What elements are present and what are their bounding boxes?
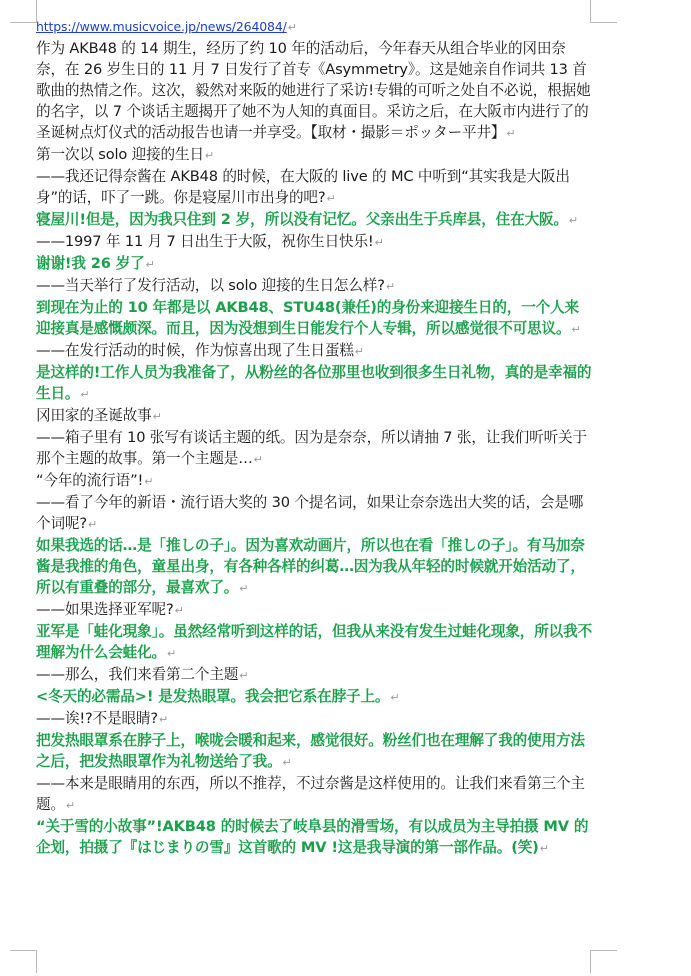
paragraph-mark-icon: ↵ bbox=[152, 410, 162, 423]
paragraph-text: ——那么，我们来看第二个主题 bbox=[36, 666, 239, 683]
paragraph-mark-icon: ↵ bbox=[282, 756, 292, 769]
paragraph-text: 是这样的!工作人员为我准备了，从粉丝的各位那里也收到很多生日礼物，真的是幸福的生日。 bbox=[36, 364, 592, 402]
paragraph-text: 寝屋川!但是，因为我只住到 2 岁，所以没有记忆。父亲出生于兵库县，住在大阪。 bbox=[36, 211, 568, 228]
paragraph-text: ——诶!?不是眼睛? bbox=[36, 710, 158, 727]
paragraph-mark-icon: ↵ bbox=[65, 799, 75, 812]
paragraph-mark-icon: ↵ bbox=[253, 453, 263, 466]
paragraph bbox=[36, 340, 592, 362]
paragraph-text: 第一次以 solo 迎接的生日 bbox=[36, 146, 204, 163]
answer-paragraph bbox=[36, 209, 592, 231]
paragraph-text: 谢谢!我 26 岁了 bbox=[36, 255, 145, 272]
paragraph-mark-icon: ↵ bbox=[174, 604, 184, 617]
paragraph-text: 把发热眼罩系在脖子上，喉咙会暖和起来，感觉很好。粉丝们也在理解了我的使用方法之后，把发热眼罩作为礼物送给了我。 bbox=[36, 732, 585, 770]
paragraph-text: ——如果选择亚军呢? bbox=[36, 601, 174, 618]
paragraph-mark-icon: ↵ bbox=[539, 842, 549, 855]
intro-paragraph bbox=[36, 38, 592, 144]
article-body bbox=[36, 38, 592, 859]
paragraph-text: ——当天举行了发行活动，以 solo 迎接的生日怎么样? bbox=[36, 277, 385, 294]
paragraph bbox=[36, 166, 592, 209]
paragraph bbox=[36, 470, 592, 492]
paragraph-text: “今年的流行语”! bbox=[36, 472, 144, 489]
paragraph bbox=[36, 427, 592, 470]
paragraph-text: 到现在为止的 10 年都是以 AKB48、STU48(兼任)的身份来迎接生日的，一个人来迎接真是感慨颇深。而且，因为没想到生日能发行个人专辑，所以感觉很不可思议。 bbox=[36, 299, 579, 337]
paragraph-text: “关于雪的小故事”!AKB48 的时候去了岐阜县的滑雪场，有以成员为主导拍摄 MV 的企划，拍摄了『はじまりの雪』这首歌的 MV !这是我导演的第一部作品。(笑) bbox=[36, 818, 589, 856]
crop-mark-bottom-right bbox=[590, 950, 617, 973]
paragraph-mark-icon: ↵ bbox=[167, 647, 177, 660]
document-page bbox=[36, 16, 592, 859]
answer-paragraph bbox=[36, 730, 592, 773]
paragraph-mark-icon: ↵ bbox=[571, 323, 581, 336]
paragraph-text: ——看了今年的新语・流行语大奖的 30 个提名词，如果让奈奈选出大奖的话，会是哪个词呢? bbox=[36, 494, 584, 532]
paragraph-mark-icon: ↵ bbox=[287, 21, 297, 34]
paragraph-mark-icon: ↵ bbox=[239, 669, 249, 682]
paragraph-text: ——1997 年 11 月 7 日出生于大阪，祝你生日快乐! bbox=[36, 233, 374, 250]
paragraph-mark-icon: ↵ bbox=[390, 691, 400, 704]
paragraph bbox=[36, 405, 592, 427]
paragraph-text: ——本来是眼睛用的东西，所以不推荐，不过奈酱是这样使用的。让我们来看第三个主题。 bbox=[36, 775, 585, 813]
paragraph-mark-icon: ↵ bbox=[159, 713, 169, 726]
paragraph bbox=[36, 144, 592, 166]
paragraph-mark-icon: ↵ bbox=[354, 345, 364, 358]
source-url-line bbox=[36, 16, 592, 38]
paragraph-text: 如果我选的话…是「推しの子」。因为喜欢动画片，所以也在看「推しの子」。有马加奈酱是我推的角色，童星出身，有各种各样的纠葛…因为我从年轻的时候就开始活动了，所以有重叠的部分，最喜欢了。 bbox=[36, 537, 585, 596]
paragraph bbox=[36, 492, 592, 535]
paragraph-text: 冈田家的圣诞故事 bbox=[36, 407, 152, 424]
answer-paragraph bbox=[36, 816, 592, 859]
paragraph-mark-icon: ↵ bbox=[144, 475, 154, 488]
paragraph bbox=[36, 275, 592, 297]
paragraph-mark-icon: ↵ bbox=[506, 127, 516, 140]
crop-mark-top-right bbox=[590, 0, 617, 23]
paragraph-mark-icon: ↵ bbox=[568, 214, 578, 227]
paragraph-text: ——我还记得奈酱在 AKB48 的时候，在大阪的 live 的 MC 中听到“其实我是大阪出身”的话，吓了一跳。你是寝屋川市出身的吧? bbox=[36, 168, 570, 206]
paragraph bbox=[36, 773, 592, 816]
answer-paragraph bbox=[36, 253, 592, 275]
crop-mark-top-left bbox=[10, 0, 37, 23]
paragraph-text: <冬天的必需品>! 是发热眼罩。我会把它系在脖子上。 bbox=[36, 688, 390, 705]
paragraph bbox=[36, 708, 592, 730]
source-url-link[interactable]: https://www.musicvoice.jp/news/264084/ bbox=[36, 19, 287, 34]
paragraph bbox=[36, 599, 592, 621]
answer-paragraph bbox=[36, 686, 592, 708]
paragraph-text: 亚军是「蛙化現象」。虽然经常听到这样的话，但我从来没有发生过蛙化现象，所以我不理解为什么会蛙化。 bbox=[36, 623, 593, 661]
answer-paragraph bbox=[36, 621, 592, 664]
paragraph-mark-icon: ↵ bbox=[87, 518, 98, 531]
paragraph-mark-icon: ↵ bbox=[145, 258, 155, 271]
answer-paragraph bbox=[36, 535, 592, 599]
paragraph-text: ——箱子里有 10 张写有谈话主题的纸。因为是奈奈，所以请抽 7 张，让我们听听关于那个主题的故事。第一个主题是… bbox=[36, 429, 587, 467]
answer-paragraph bbox=[36, 297, 592, 340]
paragraph-mark-icon: ↵ bbox=[80, 388, 90, 401]
answer-paragraph bbox=[36, 362, 592, 405]
paragraph-text: 作为 AKB48 的 14 期生，经历了约 10 年的活动后，今年春天从组合毕业的冈田奈奈，在 26 岁生日的 11 月 7 日发行了首专《Asymmetry》。这是她亲自作词共 13 首歌曲的热情之作。这次，毅然对来阪的她进行了采访!专辑的可听之处自不必说，根据她的名字，以 7 个谈话主题揭开了她不为人知的真面目。采访之后，在大阪市内进行了的圣诞树点灯仪式的活动报告也请一并享受。【取材・撮影＝ポッター平井】 bbox=[36, 40, 591, 141]
paragraph-mark-icon: ↵ bbox=[204, 149, 214, 162]
crop-mark-bottom-left bbox=[10, 950, 37, 973]
paragraph-mark-icon: ↵ bbox=[385, 280, 395, 293]
paragraph-mark-icon: ↵ bbox=[239, 582, 249, 595]
paragraph bbox=[36, 231, 592, 253]
paragraph bbox=[36, 664, 592, 686]
paragraph-text: ——在发行活动的时候，作为惊喜出现了生日蛋糕 bbox=[36, 342, 354, 359]
paragraph-mark-icon: ↵ bbox=[374, 236, 384, 249]
paragraph-mark-icon: ↵ bbox=[326, 192, 336, 205]
